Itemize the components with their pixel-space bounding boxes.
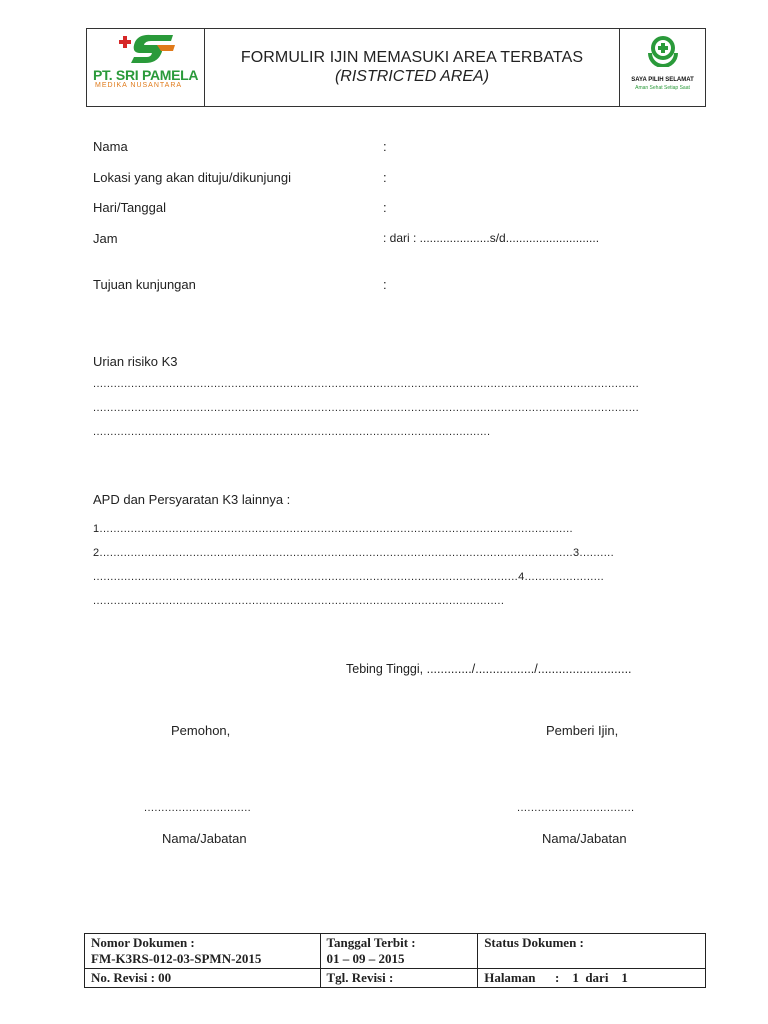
revision-number: No. Revisi : 00: [85, 969, 321, 988]
badge-tagline: Aman Sehat Setiap Saat: [635, 85, 690, 91]
field-value-jam[interactable]: : dari : .....................s/d............................: [383, 231, 600, 245]
document-number-cell: [85, 934, 321, 969]
document-subtitle: (RISTRICTED AREA): [334, 68, 490, 85]
field-label-jam: Jam: [93, 231, 118, 246]
company-logo-mark-icon: [117, 32, 177, 68]
company-logo: [87, 29, 205, 106]
apd-line-4[interactable]: .......................................................................................................................: [93, 595, 505, 607]
signature-left-role: Pemohon,: [171, 723, 231, 738]
field-value-lokasi[interactable]: :: [383, 170, 387, 185]
apd-line-2[interactable]: 2.........................................................................................................................................3..........: [93, 547, 615, 559]
signature-right-line[interactable]: ..................................: [517, 802, 635, 814]
document-title: FORMULIR IJIN MEMASUKI AREA TERBATAS: [240, 49, 584, 66]
document-number-label: Nomor Dokumen :: [91, 935, 195, 950]
document-status-cell: [478, 934, 706, 969]
field-label-hari-tanggal: Hari/Tanggal: [93, 200, 166, 215]
field-label-tujuan: Tujuan kunjungan: [93, 277, 196, 292]
risk-heading: Urian risiko K3: [93, 354, 178, 369]
place-date-line[interactable]: Tebing Tinggi, ............./................./...........................: [346, 662, 632, 676]
field-value-nama[interactable]: :: [383, 139, 387, 154]
signature-left-caption: Nama/Jabatan: [162, 831, 247, 846]
document-number-value: FM-K3RS-012-03-SPMN-2015: [91, 951, 262, 966]
risk-line-2[interactable]: ..............................................................................................................................................................: [93, 402, 640, 414]
apd-heading: APD dan Persyaratan K3 lainnya :: [93, 492, 291, 507]
page-number: Halaman : 1 dari 1: [478, 969, 706, 988]
document-status-label: Status Dokumen :: [484, 935, 584, 950]
company-name: PT. SRI PAMELA: [93, 67, 199, 83]
apd-line-3[interactable]: ...........................................................................................................................4.......................: [93, 571, 605, 583]
field-label-lokasi: Lokasi yang akan dituju/dikunjungi: [93, 170, 292, 185]
document-title-block: [204, 29, 620, 106]
issue-date-label: Tanggal Terbit :: [326, 935, 416, 950]
risk-line-3[interactable]: ...................................................................................................................: [93, 426, 491, 438]
issue-date-value: 01 – 09 – 2015: [326, 951, 405, 966]
document-control-table: [84, 933, 706, 988]
signature-left-line[interactable]: ...............................: [144, 802, 252, 814]
field-value-hari-tanggal[interactable]: :: [383, 200, 387, 215]
apd-line-1[interactable]: 1.........................................................................................................................................: [93, 523, 574, 535]
signature-right-caption: Nama/Jabatan: [542, 831, 627, 846]
issue-date-cell: [320, 934, 478, 969]
field-value-tujuan[interactable]: :: [383, 277, 387, 292]
badge-slogan: SAYA PILIH SELAMAT: [631, 77, 694, 83]
risk-line-1[interactable]: ..............................................................................................................................................................: [93, 378, 640, 390]
safety-badge: [619, 29, 705, 106]
document-header: [86, 28, 706, 107]
safety-emblem-icon: [646, 33, 680, 67]
signature-right-role: Pemberi Ijin,: [546, 723, 619, 738]
company-tagline: MEDIKA NUSANTARA: [95, 82, 183, 89]
revision-date: Tgl. Revisi :: [320, 969, 478, 988]
field-label-nama: Nama: [93, 139, 128, 154]
